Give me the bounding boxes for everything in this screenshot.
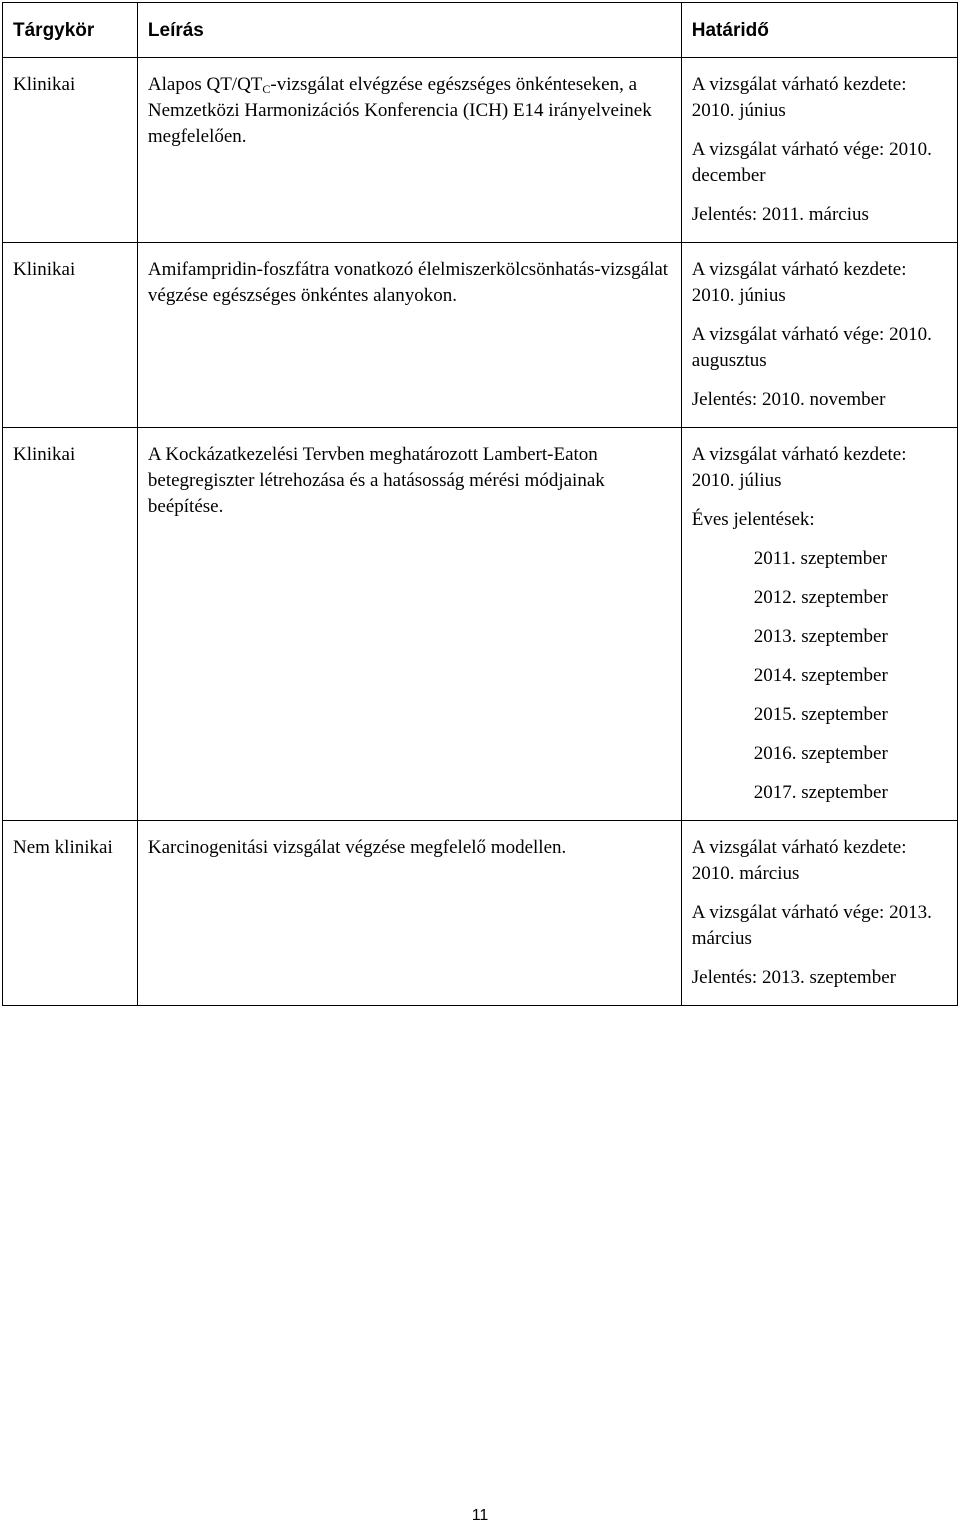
description-text: Alapos QT/QT bbox=[147, 74, 263, 95]
deadline-end: A vizsgálat várható vége: 2013. március bbox=[691, 902, 932, 949]
table-row bbox=[3, 821, 958, 1006]
deadline-end: A vizsgálat várható vége: 2010. december bbox=[691, 139, 932, 186]
row-deadline bbox=[681, 821, 957, 1006]
row-topic: Klinikai bbox=[3, 243, 138, 428]
deadline-start: A vizsgálat várható kezdete: 2010. június bbox=[691, 74, 907, 121]
table-row bbox=[3, 58, 958, 243]
deadline-start: A vizsgálat várható kezdete: 2010. június bbox=[691, 259, 907, 306]
row-topic: Klinikai bbox=[3, 428, 138, 821]
header-topic: Tárgykör bbox=[3, 3, 138, 58]
header-description: Leírás bbox=[137, 3, 681, 58]
annual-report-date: 2015. szeptember bbox=[753, 704, 888, 725]
deadline-report: Jelentés: 2011. március bbox=[691, 204, 869, 225]
table-row bbox=[3, 428, 958, 821]
table-header-row bbox=[3, 3, 958, 58]
deadline-start: A vizsgálat várható kezdete: 2010. július bbox=[691, 444, 907, 491]
annual-report-date: 2012. szeptember bbox=[753, 587, 888, 608]
row-deadline bbox=[681, 243, 957, 428]
obligations-table bbox=[2, 2, 958, 1006]
annual-report-date: 2016. szeptember bbox=[753, 743, 888, 764]
annual-report-date: 2017. szeptember bbox=[753, 782, 888, 803]
row-topic: Klinikai bbox=[3, 58, 138, 243]
row-description bbox=[137, 58, 681, 243]
annual-report-date: 2013. szeptember bbox=[753, 626, 888, 647]
row-description: Karcinogenitási vizsgálat végzése megfelelő modellen. bbox=[137, 821, 681, 1006]
deadline-start: A vizsgálat várható kezdete: 2010. március bbox=[691, 837, 907, 884]
page-number: 11 bbox=[471, 1507, 489, 1524]
description-text: -vizsgálat elvégzése egészséges önkénteseken, a Nemzetközi Harmonizációs Konferencia (ICH) E14 irányelveinek megfelelően. bbox=[147, 74, 652, 147]
row-description: A Kockázatkezelési Tervben meghatározott Lambert-Eaton betegregiszter létrehozása és a hatásosság mérési módjainak beépítése. bbox=[137, 428, 681, 821]
annual-report-date: 2011. szeptember bbox=[753, 548, 888, 569]
row-description: Amifampridin-foszfátra vonatkozó élelmiszerkölcsönhatás-vizsgálat végzése egészséges önkéntes alanyokon. bbox=[137, 243, 681, 428]
row-deadline bbox=[681, 428, 957, 821]
header-deadline: Határidő bbox=[681, 3, 957, 58]
row-deadline bbox=[681, 58, 957, 243]
row-topic: Nem klinikai bbox=[3, 821, 138, 1006]
annual-reports-label: Éves jelentések: bbox=[691, 509, 815, 530]
description-subscript: C bbox=[262, 82, 271, 96]
deadline-report: Jelentés: 2010. november bbox=[691, 389, 886, 410]
annual-report-date: 2014. szeptember bbox=[753, 665, 888, 686]
deadline-report: Jelentés: 2013. szeptember bbox=[691, 967, 896, 988]
deadline-end: A vizsgálat várható vége: 2010. augusztus bbox=[691, 324, 932, 371]
table-row bbox=[3, 243, 958, 428]
